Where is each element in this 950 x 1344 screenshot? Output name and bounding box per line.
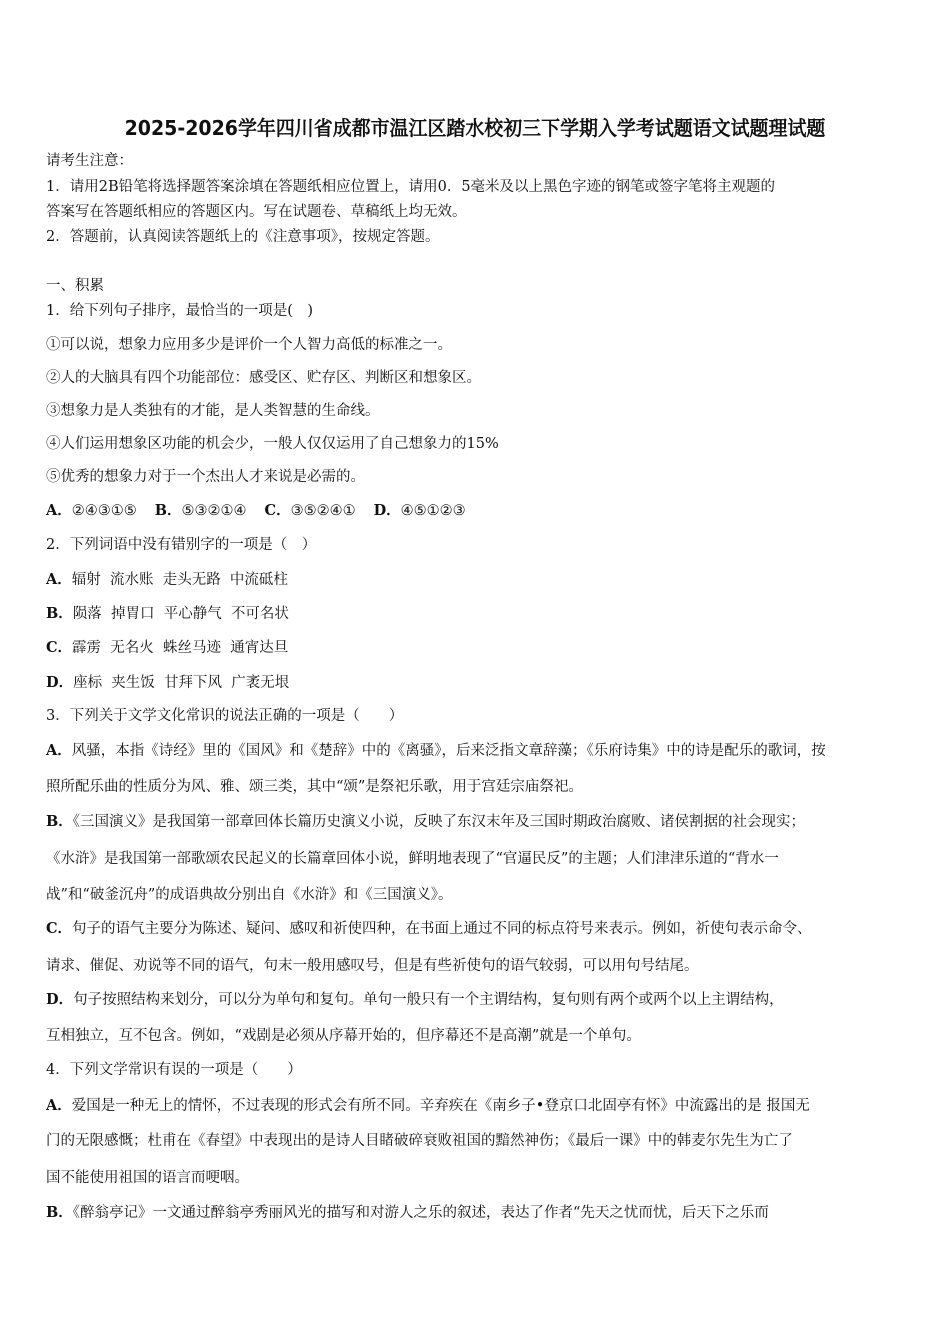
option-text: 霹雳 无名火 蛛丝马迹 通宵达旦 <box>72 640 289 656</box>
option-label: B． <box>46 813 73 830</box>
option-label: A． <box>46 1097 72 1114</box>
option-text: 爱国是一种无上的情怀，不过表现的形式会有所不同。辛弃疾在《南乡子•登京口北固亭有怀》中流露出的是 报国无 <box>71 1098 810 1114</box>
notice-heading: 请考生注意： <box>46 153 133 169</box>
option-label: B． <box>46 605 73 622</box>
option-label: A． <box>46 571 72 588</box>
option-text: 座标 夹生饭 甘拜下风 广袤无垠 <box>73 675 290 691</box>
q1-sentence: ⑤优秀的想象力对于一个杰出人才来说是必需的。 <box>46 469 365 485</box>
q3-line <box>46 956 699 976</box>
notice-line: 2．答题前，认真阅读答题纸上的《注意事项》，按规定答题。 <box>46 229 440 245</box>
option-text: ⑤③②①④ <box>181 503 247 519</box>
option-text: 《三国演义》是我国第一部章回体长篇历史演义小说，反映了东汉末年及三国时期政治腐败、诸侯割据的社会现实； <box>72 814 806 830</box>
q3-line <box>46 741 826 761</box>
q2-option <box>46 604 289 624</box>
option-text: ④⑤①②③ <box>400 503 466 519</box>
option-label: B． <box>46 1204 73 1221</box>
q2-option <box>46 570 288 590</box>
notice-line: 1．请用2B铅笔将选择题答案涂填在答题纸相应位置上，请用0．5毫米及以上黑色字迹的钢笔或签字笔将主观题的 <box>46 179 776 195</box>
q4-line <box>46 1203 769 1223</box>
option-text: 句子的语气主要分为陈述、疑问、感叹和祈使四种，在书面上通过不同的标点符号来表示。例如，祈使句表示命令、 <box>72 921 812 937</box>
question-stem: 1．给下列句子排序，最恰当的一项是( ) <box>46 303 314 319</box>
q3-line <box>46 919 812 939</box>
option-label: A． <box>46 502 72 519</box>
q1-sentence: ②人的大脑具有四个功能部位：感受区、贮存区、判断区和想象区。 <box>46 370 481 386</box>
q1-sentence: ①可以说，想象力应用多少是评价一个人智力高低的标准之一。 <box>46 337 452 353</box>
q2-option <box>46 638 288 658</box>
question-stem: 2．下列词语中没有错别字的一项是（ ） <box>46 537 317 553</box>
option-text: 请求、催促、劝说等不同的语气，句末一般用感叹号，但是有些祈使句的语气较弱，可以用句号结尾。 <box>46 958 699 974</box>
q4-line <box>46 1131 793 1151</box>
option-text: 战”和“破釜沉舟”的成语典故分别出自《水浒》和《三国演义》。 <box>46 887 453 903</box>
option-label: C． <box>46 920 73 937</box>
option-text: ②④③①⑤ <box>71 503 137 519</box>
option-text: 句子按照结构来划分，可以分为单句和复句。单句一般只有一个主谓结构，复句则有两个或两个以上主谓结构， <box>73 992 784 1008</box>
q1-sentence: ③想象力是人类独有的才能，是人类智慧的生命线。 <box>46 403 380 419</box>
option-label: D． <box>373 502 401 519</box>
option-text: 《水浒》是我国第一部歌颂农民起义的长篇章回体小说，鲜明地表现了“官逼民反”的主题；人们津津乐道的“背水一 <box>46 851 779 867</box>
q3-line <box>46 849 779 869</box>
option-label: C． <box>264 502 291 519</box>
option-text: 辐射 流水账 走头无路 中流砥柱 <box>71 572 288 588</box>
option-text: 国不能使用祖国的语言而哽咽。 <box>46 1170 249 1186</box>
page-title: 2025-2026学年四川省成都市温江区踏水校初三下学期入学考试题语文试题理试题 <box>124 116 826 140</box>
option-text: ③⑤②④① <box>290 503 356 519</box>
q3-line <box>46 777 583 797</box>
option-label: D． <box>46 674 74 691</box>
q3-line <box>46 990 784 1010</box>
q4-line <box>46 1168 249 1188</box>
option-text: 门的无限感慨；杜甫在《春望》中表现出的是诗人目睹破碎衰败祖国的黯然神伤；《最后一课》中的韩麦尔先生为亡了 <box>46 1133 793 1149</box>
q3-line <box>46 1026 641 1046</box>
q1-sentence: ④人们运用想象区功能的机会少，一般人仅仅运用了自己想象力的15% <box>46 436 499 452</box>
q1-options <box>46 501 466 521</box>
option-label: B． <box>154 502 182 519</box>
section-heading: 一、积累 <box>46 278 104 294</box>
notice-line: 答案写在答题纸相应的答题区内。写在试题卷、草稿纸上均无效。 <box>46 204 467 220</box>
q3-line <box>46 885 453 905</box>
q2-option <box>46 673 289 693</box>
option-label: A． <box>46 742 72 759</box>
q4-line <box>46 1096 810 1116</box>
question-stem: 4．下列文学常识有误的一项是（ ） <box>46 1062 302 1078</box>
option-text: 风骚，本指《诗经》里的《国风》和《楚辞》中的《离骚》，后来泛指文章辞藻；《乐府诗集》中的诗是配乐的歌词，按 <box>71 743 826 759</box>
question-stem: 3．下列关于文学文化常识的说法正确的一项是（ ） <box>46 708 404 724</box>
q3-line <box>46 812 805 832</box>
option-text: 陨落 掉胃口 平心静气 不可名状 <box>72 606 289 622</box>
option-text: 照所配乐曲的性质分为风、雅、颂三类，其中“颂”是祭祀乐歌，用于宫廷宗庙祭祀。 <box>46 779 583 795</box>
option-label: D． <box>46 991 74 1008</box>
option-label: C． <box>46 639 73 656</box>
option-text: 互相独立，互不包含。例如，“戏剧是必须从序幕开始的，但序幕还不是高潮”就是一个单句。 <box>46 1028 641 1044</box>
option-text: 《醉翁亭记》一文通过醉翁亭秀丽风光的描写和对游人之乐的叙述，表达了作者“先天之忧而忧，后天下之乐而 <box>72 1205 769 1221</box>
